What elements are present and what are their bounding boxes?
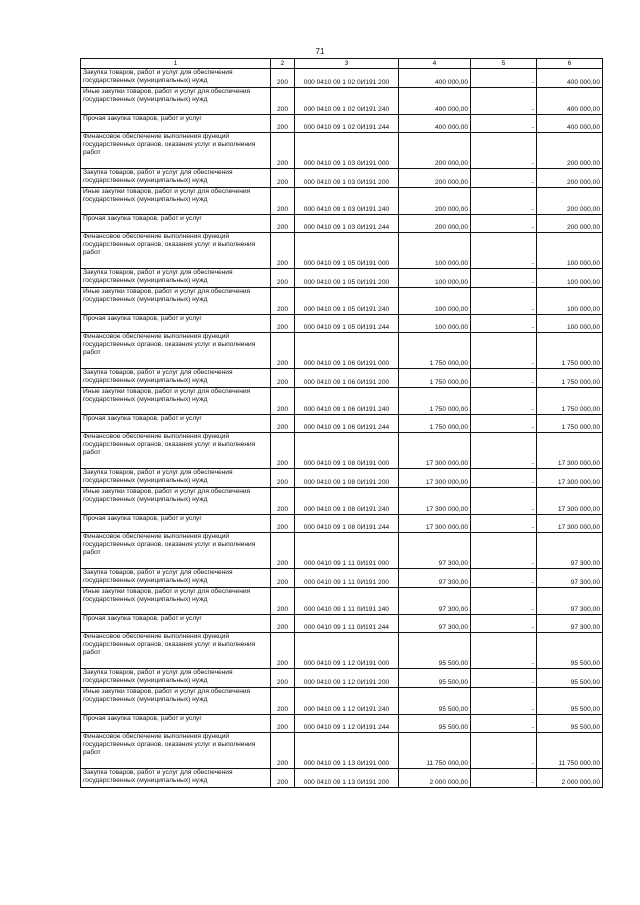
row-line-code: 200 [271, 88, 295, 115]
row-line-code: 200 [271, 415, 295, 433]
row-name: Прочая закупка товаров, работ и услуг [81, 215, 271, 233]
row-line-code: 200 [271, 688, 295, 715]
table-row [81, 488, 603, 515]
row-name: Иные закупки товаров, работ и услуг для обеспечения государственных (муниципальных) нужд [81, 688, 271, 715]
row-executed-amount: - [471, 315, 537, 333]
table-row [81, 88, 603, 115]
row-name: Закупка товаров, работ и услуг для обеспечения государственных (муниципальных) нужд [81, 769, 271, 788]
row-executed-amount: - [471, 588, 537, 615]
row-executed-amount: - [471, 269, 537, 288]
table-row [81, 333, 603, 369]
row-classification-code: 000 0410 09 1 13 0И191 000 [295, 733, 399, 769]
row-remaining-amount: 17 300 000,00 [537, 488, 603, 515]
row-classification-code: 000 0410 09 1 02 0И191 240 [295, 88, 399, 115]
row-remaining-amount: 200 000,00 [537, 133, 603, 169]
row-name: Прочая закупка товаров, работ и услуг [81, 615, 271, 633]
row-planned-amount: 95 500,00 [399, 669, 471, 688]
row-planned-amount: 400 000,00 [399, 88, 471, 115]
row-line-code: 200 [271, 469, 295, 488]
table-row [81, 133, 603, 169]
table-row [81, 533, 603, 569]
row-planned-amount: 17 300 000,00 [399, 469, 471, 488]
row-classification-code: 000 0410 09 1 03 0И191 240 [295, 188, 399, 215]
row-executed-amount: - [471, 669, 537, 688]
row-name: Иные закупки товаров, работ и услуг для обеспечения государственных (муниципальных) нужд [81, 88, 271, 115]
row-remaining-amount: 200 000,00 [537, 169, 603, 188]
row-name: Прочая закупка товаров, работ и услуг [81, 415, 271, 433]
row-line-code: 200 [271, 515, 295, 533]
row-planned-amount: 200 000,00 [399, 215, 471, 233]
table-header-row [81, 59, 603, 69]
row-executed-amount: - [471, 515, 537, 533]
row-remaining-amount: 2 000 000,00 [537, 769, 603, 788]
row-classification-code: 000 0410 09 1 12 0И191 240 [295, 688, 399, 715]
row-executed-amount: - [471, 615, 537, 633]
row-name: Финансовое обеспечение выполнения функций государственных органов, оказания услуг и выполнения работ [81, 333, 271, 369]
row-name: Иные закупки товаров, работ и услуг для обеспечения государственных (муниципальных) нужд [81, 188, 271, 215]
table-row [81, 288, 603, 315]
row-classification-code: 000 0410 09 1 11 0И191 244 [295, 615, 399, 633]
row-line-code: 200 [271, 488, 295, 515]
budget-execution-table [80, 58, 603, 788]
row-remaining-amount: 17 300 000,00 [537, 433, 603, 469]
table-row [81, 469, 603, 488]
row-name: Закупка товаров, работ и услуг для обеспечения государственных (муниципальных) нужд [81, 369, 271, 388]
row-name: Финансовое обеспечение выполнения функций государственных органов, оказания услуг и выполнения работ [81, 233, 271, 269]
row-executed-amount: - [471, 633, 537, 669]
row-line-code: 200 [271, 615, 295, 633]
row-planned-amount: 97 300,00 [399, 615, 471, 633]
row-planned-amount: 95 500,00 [399, 688, 471, 715]
row-name: Финансовое обеспечение выполнения функций государственных органов, оказания услуг и выполнения работ [81, 433, 271, 469]
row-remaining-amount: 400 000,00 [537, 88, 603, 115]
row-classification-code: 000 0410 09 1 11 0И191 000 [295, 533, 399, 569]
row-executed-amount: - [471, 233, 537, 269]
row-planned-amount: 1 750 000,00 [399, 369, 471, 388]
row-remaining-amount: 400 000,00 [537, 115, 603, 133]
row-line-code: 200 [271, 388, 295, 415]
row-classification-code: 000 0410 09 1 11 0И191 240 [295, 588, 399, 615]
row-remaining-amount: 95 500,00 [537, 669, 603, 688]
row-classification-code: 000 0410 09 1 06 0И191 240 [295, 388, 399, 415]
row-planned-amount: 11 750 000,00 [399, 733, 471, 769]
row-executed-amount: - [471, 415, 537, 433]
row-planned-amount: 100 000,00 [399, 233, 471, 269]
row-classification-code: 000 0410 09 1 05 0И191 200 [295, 269, 399, 288]
row-executed-amount: - [471, 769, 537, 788]
row-remaining-amount: 1 750 000,00 [537, 333, 603, 369]
table-row [81, 415, 603, 433]
row-line-code: 200 [271, 433, 295, 469]
row-name: Прочая закупка товаров, работ и услуг [81, 315, 271, 333]
row-classification-code: 000 0410 09 1 11 0И191 200 [295, 569, 399, 588]
row-remaining-amount: 1 750 000,00 [537, 415, 603, 433]
row-name: Финансовое обеспечение выполнения функций государственных органов, оказания услуг и выполнения работ [81, 533, 271, 569]
row-remaining-amount: 95 500,00 [537, 715, 603, 733]
row-name: Закупка товаров, работ и услуг для обеспечения государственных (муниципальных) нужд [81, 69, 271, 88]
table-row [81, 715, 603, 733]
table-row [81, 115, 603, 133]
row-classification-code: 000 0410 09 1 06 0И191 200 [295, 369, 399, 388]
row-executed-amount: - [471, 115, 537, 133]
row-line-code: 200 [271, 669, 295, 688]
row-planned-amount: 400 000,00 [399, 115, 471, 133]
table-row [81, 633, 603, 669]
row-line-code: 200 [271, 115, 295, 133]
row-classification-code: 000 0410 09 1 03 0И191 000 [295, 133, 399, 169]
row-name: Закупка товаров, работ и услуг для обеспечения государственных (муниципальных) нужд [81, 269, 271, 288]
row-line-code: 200 [271, 569, 295, 588]
row-executed-amount: - [471, 215, 537, 233]
row-remaining-amount: 100 000,00 [537, 288, 603, 315]
row-line-code: 200 [271, 769, 295, 788]
row-executed-amount: - [471, 88, 537, 115]
row-name: Иные закупки товаров, работ и услуг для обеспечения государственных (муниципальных) нужд [81, 288, 271, 315]
row-executed-amount: - [471, 533, 537, 569]
row-executed-amount: - [471, 133, 537, 169]
row-name: Финансовое обеспечение выполнения функций государственных органов, оказания услуг и выполнения работ [81, 733, 271, 769]
table-row [81, 388, 603, 415]
row-classification-code: 000 0410 09 1 08 0И191 244 [295, 515, 399, 533]
row-name: Закупка товаров, работ и услуг для обеспечения государственных (муниципальных) нужд [81, 569, 271, 588]
row-classification-code: 000 0410 09 1 05 0И191 240 [295, 288, 399, 315]
row-classification-code: 000 0410 09 1 08 0И191 000 [295, 433, 399, 469]
table-row [81, 215, 603, 233]
table-row [81, 733, 603, 769]
row-remaining-amount: 100 000,00 [537, 315, 603, 333]
row-planned-amount: 200 000,00 [399, 133, 471, 169]
table-row [81, 615, 603, 633]
row-executed-amount: - [471, 369, 537, 388]
row-planned-amount: 95 500,00 [399, 715, 471, 733]
row-planned-amount: 1 750 000,00 [399, 415, 471, 433]
row-planned-amount: 100 000,00 [399, 269, 471, 288]
row-executed-amount: - [471, 69, 537, 88]
row-remaining-amount: 100 000,00 [537, 269, 603, 288]
row-line-code: 200 [271, 333, 295, 369]
row-name: Иные закупки товаров, работ и услуг для обеспечения государственных (муниципальных) нужд [81, 488, 271, 515]
row-remaining-amount: 97 300,00 [537, 533, 603, 569]
table-row [81, 269, 603, 288]
column-header-5: 5 [471, 59, 537, 69]
row-classification-code: 000 0410 09 1 05 0И191 000 [295, 233, 399, 269]
row-remaining-amount: 95 500,00 [537, 633, 603, 669]
row-executed-amount: - [471, 469, 537, 488]
row-line-code: 200 [271, 188, 295, 215]
row-remaining-amount: 200 000,00 [537, 215, 603, 233]
row-line-code: 200 [271, 633, 295, 669]
row-line-code: 200 [271, 369, 295, 388]
row-name: Прочая закупка товаров, работ и услуг [81, 515, 271, 533]
row-planned-amount: 200 000,00 [399, 169, 471, 188]
row-executed-amount: - [471, 488, 537, 515]
row-line-code: 200 [271, 588, 295, 615]
row-classification-code: 000 0410 09 1 13 0И191 200 [295, 769, 399, 788]
row-remaining-amount: 17 300 000,00 [537, 515, 603, 533]
row-classification-code: 000 0410 09 1 12 0И191 200 [295, 669, 399, 688]
row-classification-code: 000 0410 09 1 12 0И191 000 [295, 633, 399, 669]
table-row [81, 433, 603, 469]
row-line-code: 200 [271, 169, 295, 188]
row-name: Прочая закупка товаров, работ и услуг [81, 115, 271, 133]
row-planned-amount: 97 300,00 [399, 533, 471, 569]
row-classification-code: 000 0410 09 1 02 0И191 200 [295, 69, 399, 88]
row-planned-amount: 97 300,00 [399, 588, 471, 615]
row-remaining-amount: 1 750 000,00 [537, 388, 603, 415]
row-remaining-amount: 97 300,00 [537, 615, 603, 633]
row-line-code: 200 [271, 269, 295, 288]
row-remaining-amount: 97 300,00 [537, 588, 603, 615]
table-row [81, 188, 603, 215]
table-body [81, 69, 603, 788]
row-classification-code: 000 0410 09 1 06 0И191 000 [295, 333, 399, 369]
table-row [81, 369, 603, 388]
row-planned-amount: 2 000 000,00 [399, 769, 471, 788]
row-planned-amount: 17 300 000,00 [399, 433, 471, 469]
column-header-6: 6 [537, 59, 603, 69]
row-remaining-amount: 11 750 000,00 [537, 733, 603, 769]
row-remaining-amount: 100 000,00 [537, 233, 603, 269]
row-line-code: 200 [271, 733, 295, 769]
table-row [81, 669, 603, 688]
row-name: Закупка товаров, работ и услуг для обеспечения государственных (муниципальных) нужд [81, 469, 271, 488]
table-row [81, 69, 603, 88]
table-row [81, 569, 603, 588]
row-name: Закупка товаров, работ и услуг для обеспечения государственных (муниципальных) нужд [81, 669, 271, 688]
row-remaining-amount: 400 000,00 [537, 69, 603, 88]
row-planned-amount: 17 300 000,00 [399, 488, 471, 515]
row-executed-amount: - [471, 333, 537, 369]
page-number: 71 [315, 47, 325, 56]
row-planned-amount: 100 000,00 [399, 315, 471, 333]
row-classification-code: 000 0410 09 1 08 0И191 200 [295, 469, 399, 488]
table-row [81, 315, 603, 333]
table-row [81, 169, 603, 188]
column-header-2: 2 [271, 59, 295, 69]
row-planned-amount: 17 300 000,00 [399, 515, 471, 533]
row-executed-amount: - [471, 569, 537, 588]
row-executed-amount: - [471, 288, 537, 315]
row-executed-amount: - [471, 188, 537, 215]
row-planned-amount: 1 750 000,00 [399, 388, 471, 415]
row-planned-amount: 97 300,00 [399, 569, 471, 588]
row-classification-code: 000 0410 09 1 03 0И191 200 [295, 169, 399, 188]
row-classification-code: 000 0410 09 1 12 0И191 244 [295, 715, 399, 733]
column-header-1: 1 [81, 59, 271, 69]
row-classification-code: 000 0410 09 1 02 0И191 244 [295, 115, 399, 133]
row-line-code: 200 [271, 715, 295, 733]
row-name: Финансовое обеспечение выполнения функций государственных органов, оказания услуг и выполнения работ [81, 633, 271, 669]
row-classification-code: 000 0410 09 1 05 0И191 244 [295, 315, 399, 333]
row-classification-code: 000 0410 09 1 08 0И191 240 [295, 488, 399, 515]
table-row [81, 233, 603, 269]
row-executed-amount: - [471, 733, 537, 769]
row-remaining-amount: 17 300 000,00 [537, 469, 603, 488]
row-executed-amount: - [471, 433, 537, 469]
column-header-3: 3 [295, 59, 399, 69]
table-row [81, 688, 603, 715]
row-remaining-amount: 97 300,00 [537, 569, 603, 588]
row-executed-amount: - [471, 715, 537, 733]
row-line-code: 200 [271, 69, 295, 88]
row-remaining-amount: 200 000,00 [537, 188, 603, 215]
row-name: Финансовое обеспечение выполнения функций государственных органов, оказания услуг и выполнения работ [81, 133, 271, 169]
row-classification-code: 000 0410 09 1 03 0И191 244 [295, 215, 399, 233]
row-line-code: 200 [271, 533, 295, 569]
row-planned-amount: 100 000,00 [399, 288, 471, 315]
row-planned-amount: 95 500,00 [399, 633, 471, 669]
row-line-code: 200 [271, 288, 295, 315]
row-executed-amount: - [471, 688, 537, 715]
table-row [81, 515, 603, 533]
row-planned-amount: 400 000,00 [399, 69, 471, 88]
row-planned-amount: 1 750 000,00 [399, 333, 471, 369]
column-header-4: 4 [399, 59, 471, 69]
row-line-code: 200 [271, 215, 295, 233]
row-line-code: 200 [271, 233, 295, 269]
row-name: Иные закупки товаров, работ и услуг для обеспечения государственных (муниципальных) нужд [81, 388, 271, 415]
table-row [81, 588, 603, 615]
table-row [81, 769, 603, 788]
row-classification-code: 000 0410 09 1 06 0И191 244 [295, 415, 399, 433]
row-remaining-amount: 1 750 000,00 [537, 369, 603, 388]
row-planned-amount: 200 000,00 [399, 188, 471, 215]
row-line-code: 200 [271, 133, 295, 169]
row-line-code: 200 [271, 315, 295, 333]
row-name: Закупка товаров, работ и услуг для обеспечения государственных (муниципальных) нужд [81, 169, 271, 188]
row-executed-amount: - [471, 169, 537, 188]
row-remaining-amount: 95 500,00 [537, 688, 603, 715]
row-executed-amount: - [471, 388, 537, 415]
row-name: Прочая закупка товаров, работ и услуг [81, 715, 271, 733]
row-name: Иные закупки товаров, работ и услуг для обеспечения государственных (муниципальных) нужд [81, 588, 271, 615]
